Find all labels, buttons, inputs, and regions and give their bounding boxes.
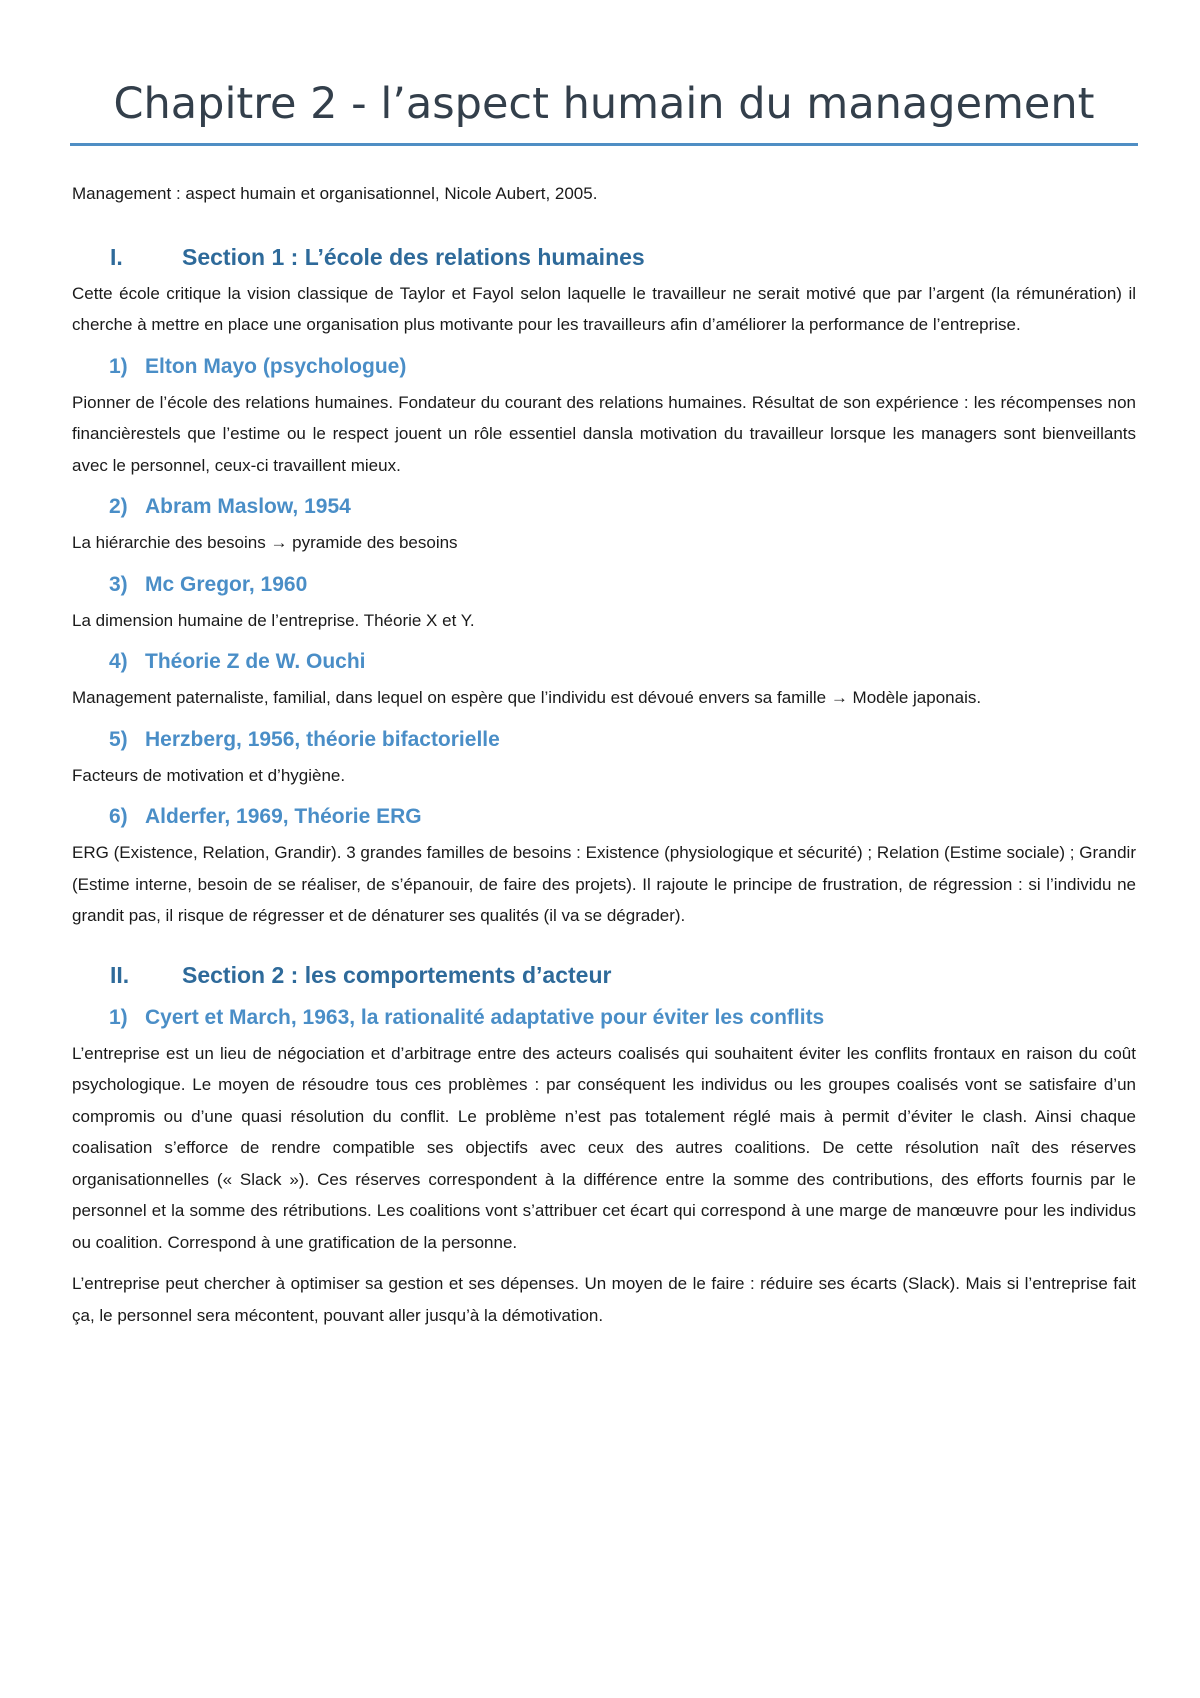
section-number: II. <box>110 961 130 988</box>
subsection-number: 3) <box>109 572 128 596</box>
subsection-heading <box>72 646 1136 678</box>
subsection-title: Elton Mayo (psychologue) <box>145 354 407 378</box>
subsection-heading <box>72 801 1136 833</box>
subsection-heading <box>72 1002 1136 1034</box>
subsection-heading <box>72 724 1136 756</box>
subsection-number: 6) <box>109 805 128 828</box>
subsection-heading <box>72 569 1136 601</box>
section-number: I. <box>110 243 123 270</box>
paragraph-spacer <box>72 1258 1136 1268</box>
section-2 <box>72 958 1136 1332</box>
subsection-title: Cyert et March, 1963, la rationalité adaptative pour éviter les conflits <box>145 1005 825 1029</box>
paragraph: L’entreprise peut chercher à optimiser sa gestion et ses dépenses. Un moyen de le faire : réduire ses écarts (Slack). Mais si l’entreprise fait ça, le personnel sera mécontent, pouvant aller jusqu’à la démotivation. <box>72 1274 1136 1325</box>
reference-line: Management : aspect humain et organisationnel, Nicole Aubert, 2005. <box>72 184 598 203</box>
section-heading <box>72 240 1136 274</box>
paragraph: La dimension humaine de l’entreprise. Théorie X et Y. <box>72 610 475 630</box>
section-spacer <box>72 932 1136 958</box>
paragraph: La hiérarchie des besoins → pyramide des besoins <box>72 533 458 552</box>
paragraph: L’entreprise est un lieu de négociation et d’arbitrage entre des acteurs coalisés qui souhaitent éviter les conflits frontaux en raison du coût psychologique. Le moyen de résoudre tous ces problèmes : par conséquent les individus ou les groupes coalisés vont se satisfaire d’un compromis ou d’une quasi résolution du conflit. Le problème n’est pas totalement réglé mais à permit d’éviter le clash. Ainsi chaque coalisation s’efforce de rendre compatible ses objectifs avec ceux des autres coalitions. De cette résolution naît des réserves organisationnelles (« Slack »). Ces réserves correspondent à la différence entre la somme des contributions, des efforts fournis par le personnel et la somme des rétributions. Les coalitions vont s’attribuer cet écart qui correspond à une marge de manœuvre pour les individus ou coalition. Correspond à une gratification de la personne. <box>72 1043 1136 1252</box>
section-title: Section 1 : L’école des relations humaines <box>182 243 645 270</box>
paragraph: Facteurs de motivation et d’hygiène. <box>72 765 346 785</box>
section-intro: Cette école critique la vision classique de Taylor et Fayol selon laquelle le travailleur ne serait motivé que par l’argent (la rémunération) il cherche à mettre en place une organisation plus motivante pour les travailleurs afin d’améliorer la performance de l’entreprise. <box>72 283 1136 334</box>
paragraph: Pionner de l’école des relations humaines. Fondateur du courant des relations humaines. Résultat de son expérience : les récompenses non financièrestels que l’estime ou le respect jouent un rôle essentiel dansla motivation du travailleur lorsque les managers sont bienveillants avec le personnel, ceux-ci travaillent mieux. <box>72 392 1136 475</box>
document-body <box>72 178 1136 1331</box>
section-heading <box>72 958 1136 992</box>
subsection-title: Abram Maslow, 1954 <box>145 495 351 518</box>
section-1 <box>72 240 1136 932</box>
subsection-title: Théorie Z de W. Ouchi <box>145 650 366 673</box>
subsection-number: 2) <box>109 495 128 518</box>
subsection-heading <box>72 491 1136 523</box>
subsection-title: Herzberg, 1956, théorie bifactorielle <box>145 727 500 751</box>
subsection-heading <box>72 351 1136 383</box>
section-title: Section 2 : les comportements d’acteur <box>182 961 612 988</box>
subsection-number: 5) <box>109 727 128 751</box>
subsection-number: 1) <box>109 354 128 378</box>
subsection-number: 4) <box>109 650 128 673</box>
paragraph: Management paternaliste, familial, dans lequel on espère que l’individu est dévoué envers sa famille → Modèle japonais. <box>72 688 982 707</box>
paragraph: ERG (Existence, Relation, Grandir). 3 grandes familles de besoins : Existence (physiologique et sécurité) ; Relation (Estime sociale) ; Grandir (Estime interne, besoin de se réaliser, de s’épanouir, de faire des projets). Il rajoute le principe de frustration, de régression : si l’individu ne grandit pas, il risque de régresser et de dénaturer ses qualités (il va se dégrader). <box>72 843 1136 925</box>
page-title: Chapitre 2 - l’aspect humain du management <box>113 79 1095 129</box>
title-underline <box>70 143 1138 146</box>
subsection-title: Alderfer, 1969, Théorie ERG <box>145 805 422 828</box>
subsection-title: Mc Gregor, 1960 <box>145 572 308 596</box>
subsection-number: 1) <box>109 1005 128 1029</box>
